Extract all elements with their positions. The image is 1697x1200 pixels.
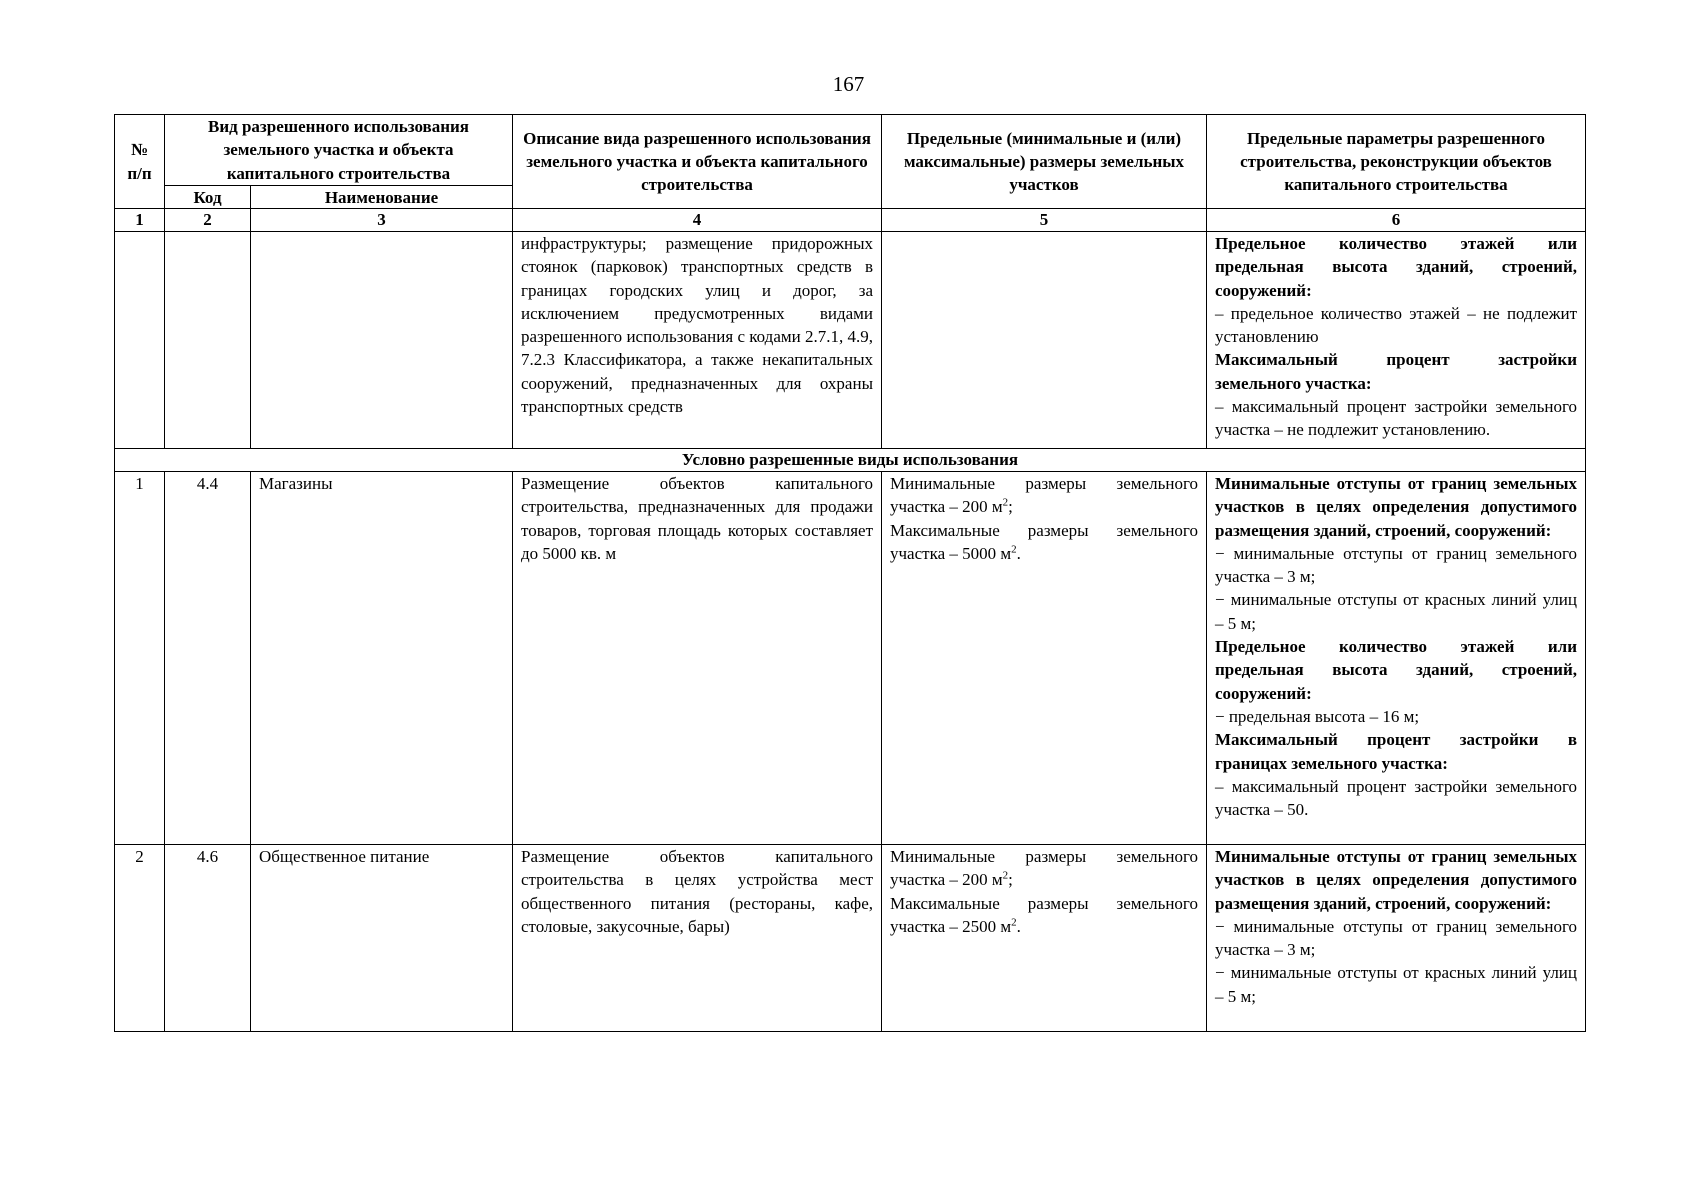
size-max-text: Максимальные размеры земельного участка – 2500 м xyxy=(890,893,1198,936)
column-number: 6 xyxy=(1207,209,1586,232)
header-description: Описание вида разрешенного использования земельного участка и объекта капитального строительства xyxy=(513,115,882,209)
param-line: − минимальные отступы от красных линий улиц – 5 м; xyxy=(1215,963,1577,1006)
header-name: Наименование xyxy=(251,186,513,209)
cell-name: Общественное питание xyxy=(251,845,513,1032)
size-max xyxy=(890,892,1198,939)
header-num: № п/п xyxy=(115,115,165,209)
param-heading: Максимальный процент застройки земельного участка: xyxy=(1215,350,1577,393)
header-use-type: Вид разрешенного использования земельного участка и объекта капитального строительства xyxy=(165,115,513,186)
cell-num xyxy=(115,232,165,449)
land-use-table xyxy=(114,114,1586,1032)
size-max-end: . xyxy=(1016,543,1021,563)
cell-sizes xyxy=(882,472,1207,845)
cell-code: 4.6 xyxy=(165,845,251,1032)
section-title: Условно разрешенные виды использования xyxy=(115,449,1586,472)
size-max-end: . xyxy=(1016,916,1021,936)
column-number: 2 xyxy=(165,209,251,232)
column-number: 3 xyxy=(251,209,513,232)
size-min xyxy=(890,845,1198,892)
size-min-end: ; xyxy=(1008,497,1013,517)
size-max-text: Максимальные размеры земельного участка – 5000 м xyxy=(890,520,1198,563)
param-line: − минимальные отступы от красных линий улиц – 5 м; xyxy=(1215,590,1577,633)
param-line: – предельное количество этажей – не подлежит установлению xyxy=(1215,303,1577,347)
param-heading: Минимальные отступы от границ земельных участков в целях определения допустимого размещения зданий, строений, сооружений: xyxy=(1215,847,1577,913)
header-row xyxy=(115,115,1586,186)
size-max xyxy=(890,519,1198,566)
size-min-text: Минимальные размеры земельного участка – 200 м xyxy=(890,474,1198,517)
cell-sizes xyxy=(882,845,1207,1032)
column-number: 4 xyxy=(513,209,882,232)
param-heading: Минимальные отступы от границ земельных участков в целях определения допустимого размещения зданий, строений, сооружений: xyxy=(1215,474,1577,540)
param-heading: Предельное количество этажей или предельная высота зданий, строений, сооружений: xyxy=(1215,234,1577,300)
header-code: Код xyxy=(165,186,251,209)
param-heading: Максимальный процент застройки в границах земельного участка: xyxy=(1215,730,1577,773)
table-row xyxy=(115,472,1586,845)
param-line: − минимальные отступы от границ земельного участка – 3 м; xyxy=(1215,543,1577,587)
param-line: – максимальный процент застройки земельного участка – 50. xyxy=(1215,776,1577,820)
cell-description: Размещение объектов капитального строительства в целях устройства мест общественного питания (рестораны, кафе, столовые, закусочные, бары) xyxy=(513,845,882,1032)
param-line: – максимальный процент застройки земельного участка – не подлежит установлению. xyxy=(1215,397,1577,440)
cell-name xyxy=(251,232,513,449)
page-number: 167 xyxy=(832,72,865,96)
cell-code xyxy=(165,232,251,449)
cell-params xyxy=(1207,232,1586,449)
cell-num: 2 xyxy=(115,845,165,1032)
column-numbers-row xyxy=(115,209,1586,232)
section-row xyxy=(115,449,1586,472)
unit-exponent: 2 xyxy=(1011,916,1017,929)
param-line: − предельная высота – 16 м; xyxy=(1215,706,1420,726)
column-number: 1 xyxy=(115,209,165,232)
unit-exponent: 2 xyxy=(1002,869,1009,882)
unit-exponent: 2 xyxy=(1011,543,1017,556)
cell-code: 4.4 xyxy=(165,472,251,845)
unit-exponent: 2 xyxy=(1002,496,1009,509)
cell-description: инфраструктуры; размещение придорожных стоянок (парковок) транспортных средств в границах городских улиц и дорог, за исключением предусмотренных видами разрешенного использования с кодами 2.7.1, 4.9, 7.2.3 Классификатора, а также некапитальных сооружений, предназначенных для охраны транспортных средств xyxy=(513,232,882,449)
param-line: − минимальные отступы от границ земельного участка – 3 м; xyxy=(1215,916,1577,960)
table-row-continuation xyxy=(115,232,1586,449)
cell-sizes xyxy=(882,232,1207,449)
size-min-end: ; xyxy=(1008,870,1013,890)
cell-params xyxy=(1207,472,1586,845)
header-params: Предельные параметры разрешенного строительства, реконструкции объектов капитального строительства xyxy=(1207,115,1586,209)
size-min xyxy=(890,472,1198,519)
size-min-text: Минимальные размеры земельного участка – 200 м xyxy=(890,847,1198,890)
header-sizes: Предельные (минимальные и (или) максимальные) размеры земельных участков xyxy=(882,115,1207,209)
param-heading: Предельное количество этажей или предельная высота зданий, строений, сооружений: xyxy=(1215,637,1577,703)
cell-name: Магазины xyxy=(251,472,513,845)
cell-description: Размещение объектов капитального строительства, предназначенных для продажи товаров, торговая площадь которых составляет до 5000 кв. м xyxy=(513,472,882,845)
cell-num: 1 xyxy=(115,472,165,845)
cell-params xyxy=(1207,845,1586,1032)
column-number: 5 xyxy=(882,209,1207,232)
table-row xyxy=(115,845,1586,1032)
